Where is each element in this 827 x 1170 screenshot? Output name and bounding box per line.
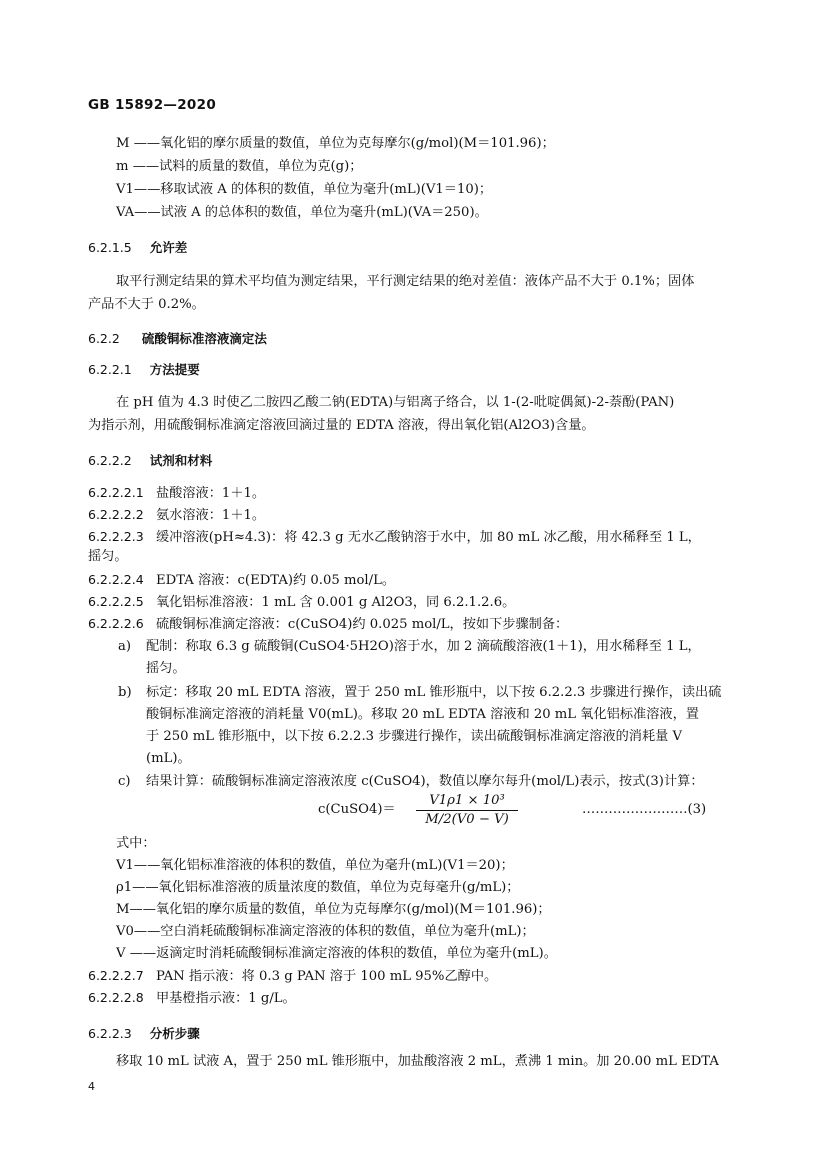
list-item bbox=[88, 505, 265, 526]
definition-line: ρ1——氧化铝标准溶液的质量浓度的数值，单位为克每毫升(g/mL)； bbox=[116, 880, 520, 895]
item-number: 6.2.2.2.8 bbox=[88, 990, 144, 1005]
section-number: 6.2.1.5 bbox=[88, 240, 132, 255]
definition-line: V ——返滴定时消耗硫酸铜标准滴定溶液的体积的数值，单位为毫升(mL)。 bbox=[116, 946, 557, 961]
item-text: 缓冲溶液(pH≈4.3)：将 42.3 g 无水乙酸钠溶于水中，加 80 mL 冰乙酸，用水稀释至 1 L， bbox=[156, 530, 701, 545]
item-continuation: 摇匀。 bbox=[88, 549, 128, 564]
definition-line: VA——试液 A 的总体积的数值，单位为毫升(mL)(VA＝250)。 bbox=[116, 205, 488, 220]
section-number: 6.2.2.1 bbox=[88, 362, 132, 377]
paragraph-line: 产品不大于 0.2%。 bbox=[88, 297, 205, 312]
item-number: 6.2.2.2.5 bbox=[88, 594, 144, 609]
list-c-line: 结果计算：硫酸铜标准滴定溶液浓度 c(CuSO4)，数值以摩尔每升(mol/L)表示，按式(3)计算： bbox=[146, 774, 704, 789]
item-text: EDTA 溶液：c(EDTA)约 0.05 mol/L。 bbox=[156, 573, 396, 588]
paragraph-line: 为指示剂，用硫酸铜标准滴定溶液回滴过量的 EDTA 溶液，得出氧化铝(Al2O3)含量。 bbox=[88, 418, 595, 433]
section-heading bbox=[88, 360, 200, 378]
list-b-line: 标定：移取 20 mL EDTA 溶液，置于 250 mL 锥形瓶中，以下按 6.2.2.3 步骤进行操作，读出硫 bbox=[146, 685, 722, 700]
list-label-c: c) bbox=[118, 774, 131, 789]
list-a-line: 配制：称取 6.3 g 硫酸铜(CuSO4·5H2O)溶于水，加 2 滴硫酸溶液(1＋1)，用水稀释至 1 L， bbox=[146, 639, 701, 654]
item-number: 6.2.2.2.3 bbox=[88, 529, 144, 544]
definition-line: m ——试料的质量的数值，单位为克(g)； bbox=[116, 159, 363, 174]
item-text: PAN 指示液：将 0.3 g PAN 溶于 100 mL 95%乙醇中。 bbox=[156, 969, 498, 984]
section-title: 试剂和材料 bbox=[149, 453, 213, 468]
list-item bbox=[88, 483, 265, 504]
item-text: 氧化铝标准溶液：1 mL 含 0.001 g Al2O3，同 6.2.1.2.6。 bbox=[156, 595, 516, 610]
where-label: 式中： bbox=[116, 836, 156, 851]
definition-line: V1——移取试液 A 的体积的数值，单位为毫升(mL)(V1＝10)； bbox=[116, 182, 493, 197]
section-heading bbox=[88, 451, 212, 469]
paragraph-line: 移取 10 mL 试液 A，置于 250 mL 锥形瓶中，加盐酸溶液 2 mL，煮沸 1 min。加 20.00 mL EDTA bbox=[116, 1054, 719, 1069]
section-title: 硫酸铜标准溶液滴定法 bbox=[141, 331, 267, 346]
list-a-line: 摇匀。 bbox=[146, 661, 186, 676]
definition-line: M——氧化铝的摩尔质量的数值，单位为克每摩尔(g/mol)(M＝101.96)； bbox=[116, 902, 551, 917]
section-heading bbox=[88, 329, 267, 347]
definition-line: M ——氧化铝的摩尔质量的数值，单位为克每摩尔(g/mol)(M＝101.96)； bbox=[116, 136, 555, 151]
paragraph-line: 取平行测定结果的算术平均值为测定结果，平行测定结果的绝对差值：液体产品不大于 0.1%；固体 bbox=[116, 274, 695, 289]
item-number: 6.2.2.2.6 bbox=[88, 616, 144, 631]
paragraph-line: 在 pH 值为 4.3 时使乙二胺四乙酸二钠(EDTA)与铝离子络合，以 1-(2-吡啶偶氮)-2-萘酚(PAN) bbox=[116, 395, 675, 410]
list-b-line: 于 250 mL 锥形瓶中，以下按 6.2.2.3 步骤进行操作，读出硫酸铜标准滴定溶液的消耗量 V bbox=[146, 729, 683, 744]
section-title: 方法提要 bbox=[149, 362, 200, 377]
section-title: 允许差 bbox=[149, 240, 188, 255]
list-item bbox=[88, 614, 568, 635]
list-label-b: b) bbox=[118, 685, 132, 700]
definition-line: V1——氧化铝标准溶液的体积的数值，单位为毫升(mL)(V1＝20)； bbox=[116, 858, 514, 873]
list-label-a: a) bbox=[118, 639, 132, 654]
list-item bbox=[88, 592, 515, 613]
item-text: 硫酸铜标准滴定溶液：c(CuSO4)约 0.025 mol/L，按如下步骤制备： bbox=[156, 617, 569, 632]
section-number: 6.2.2.2 bbox=[88, 453, 132, 468]
formula-denominator: M/2(V0 − V) bbox=[425, 812, 509, 827]
section-title: 分析步骤 bbox=[149, 1026, 200, 1041]
page-number: 4 bbox=[88, 1080, 95, 1093]
item-number: 6.2.2.2.2 bbox=[88, 507, 144, 522]
item-text: 甲基橙指示液：1 g/L。 bbox=[156, 991, 296, 1006]
section-heading bbox=[88, 238, 187, 256]
list-b-line: 酸铜标准滴定溶液的消耗量 V0(mL)。移取 20 mL EDTA 溶液和 20 mL 氧化铝标准溶液，置 bbox=[146, 707, 699, 722]
section-heading bbox=[88, 1024, 200, 1042]
section-number: 6.2.2 bbox=[88, 331, 120, 346]
item-number: 6.2.2.2.4 bbox=[88, 572, 144, 587]
formula-number: ……………………(3) bbox=[582, 802, 707, 817]
formula-numerator: V1ρ1 × 10³ bbox=[429, 793, 505, 808]
standard-code-header: GB 15892—2020 bbox=[88, 97, 217, 113]
item-text: 氨水溶液：1＋1。 bbox=[156, 508, 266, 523]
formula-fraction bbox=[412, 792, 522, 829]
list-item bbox=[88, 527, 701, 548]
item-text: 盐酸溶液：1＋1。 bbox=[156, 486, 266, 501]
list-b-line: (mL)。 bbox=[146, 751, 191, 766]
item-number: 6.2.2.2.7 bbox=[88, 968, 144, 983]
definition-line: V0——空白消耗硫酸铜标准滴定溶液的体积的数值，单位为毫升(mL)； bbox=[116, 924, 535, 939]
item-number: 6.2.2.2.1 bbox=[88, 485, 144, 500]
list-item bbox=[88, 570, 395, 591]
section-number: 6.2.2.3 bbox=[88, 1026, 132, 1041]
list-item bbox=[88, 988, 296, 1009]
formula-lhs: c(CuSO4)＝ bbox=[318, 802, 396, 817]
list-item bbox=[88, 966, 497, 987]
